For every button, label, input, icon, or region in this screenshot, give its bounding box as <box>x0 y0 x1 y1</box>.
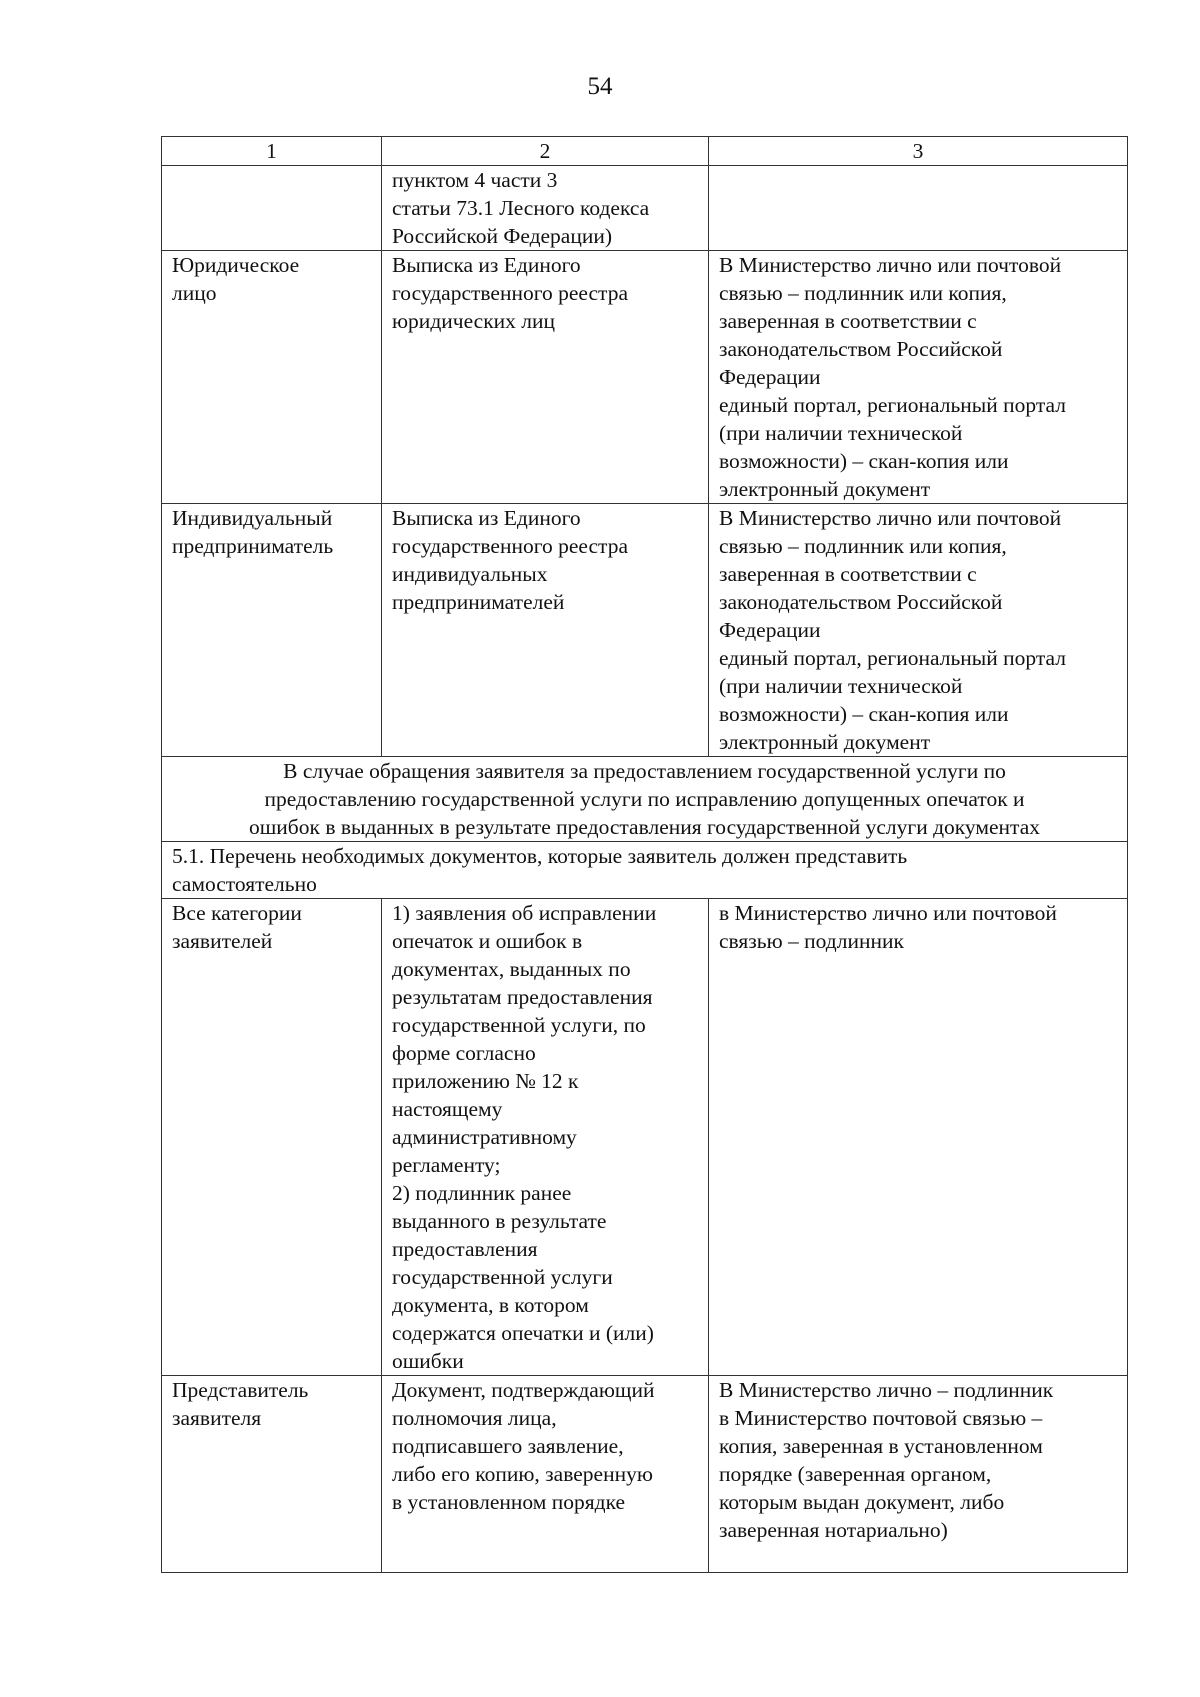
applicant-category-cell: Все категории заявителей <box>162 899 382 1376</box>
submission-method-cell: В Министерство лично – подлинник в Министерство почтовой связью – копия, заверенная в установленном порядке (заверенная органом, которым выдан документ, либо заверенная нотариально) <box>709 1376 1128 1573</box>
documents-table <box>161 136 1128 1573</box>
submission-method-cell <box>709 166 1128 251</box>
table-row <box>162 251 1128 504</box>
page-number: 54 <box>587 73 613 100</box>
table-row <box>162 1376 1128 1573</box>
submission-method-cell: В Министерство лично или почтовой связью – подлинник или копия, заверенная в соответствии с законодательством Российской Федерации единый портал, региональный портал (при наличии технической возможности) – скан-копия или электронный документ <box>709 251 1128 504</box>
subsection-heading: 5.1. Перечень необходимых документов, которые заявитель должен представить самостоятельно <box>162 842 1128 899</box>
applicant-category-cell: Индивидуальный предприниматель <box>162 504 382 757</box>
submission-method-cell: в Министерство лично или почтовой связью – подлинник <box>709 899 1128 1376</box>
table-row <box>162 504 1128 757</box>
document-cell: Выписка из Единого государственного реестра юридических лиц <box>382 251 709 504</box>
section-heading: В случае обращения заявителя за предоставлением государственной услуги по предоставлению государственной услуги по исправлению допущенных опечаток и ошибок в выданных в результате предоставления государственной услуги документах <box>162 757 1128 842</box>
applicant-category-cell: Юридическое лицо <box>162 251 382 504</box>
document-cell: пунктом 4 части 3 статьи 73.1 Лесного кодекса Российской Федерации) <box>382 166 709 251</box>
applicant-category-cell: Представитель заявителя <box>162 1376 382 1573</box>
table-row <box>162 166 1128 251</box>
document-cell: Выписка из Единого государственного реестра индивидуальных предпринимателей <box>382 504 709 757</box>
table-header-row <box>162 137 1128 166</box>
column-number-2: 2 <box>382 137 709 166</box>
submission-method-cell: В Министерство лично или почтовой связью – подлинник или копия, заверенная в соответствии с законодательством Российской Федерации единый портал, региональный портал (при наличии технической возможности) – скан-копия или электронный документ <box>709 504 1128 757</box>
subsection-heading-row <box>162 842 1128 899</box>
table-row <box>162 899 1128 1376</box>
document-cell: Документ, подтверждающий полномочия лица, подписавшего заявление, либо его копию, заверенную в установленном порядке <box>382 1376 709 1573</box>
applicant-category-cell <box>162 166 382 251</box>
column-number-3: 3 <box>709 137 1128 166</box>
section-heading-row <box>162 757 1128 842</box>
column-number-1: 1 <box>162 137 382 166</box>
document-cell: 1) заявления об исправлении опечаток и ошибок в документах, выданных по результатам предоставления государственной услуги, по форме согласно приложению № 12 к настоящему административному регламенту; 2) подлинник ранее выданного в результате предоставления государственной услуги документа, в котором содержатся опечатки и (или) ошибки <box>382 899 709 1376</box>
